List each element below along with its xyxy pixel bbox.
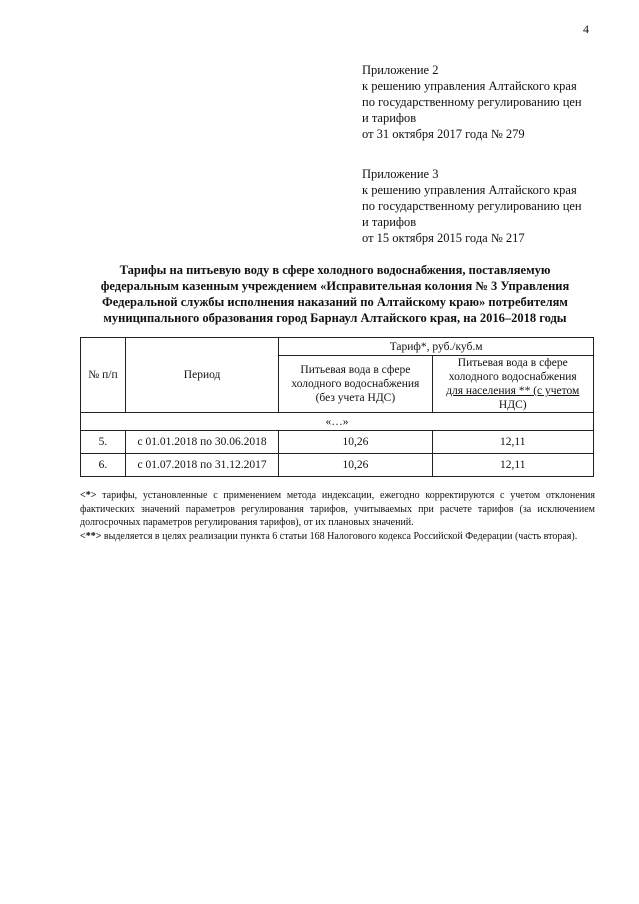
header-b-line: для населения ** (с учетом — [446, 385, 580, 397]
document-title — [80, 262, 590, 326]
appendix-2-line: и тарифов — [362, 111, 417, 125]
footnote-1-text: тарифы, установленные с применением метода индексации, ежегодно корректируются с учетом отклонения фактических значений параметров регулирования тарифов, учитываемых при расчете тарифов (за исключением долгосрочных параметров регулирования тарифов), от их плановых значений. — [80, 490, 595, 528]
header-b-line: НДС) — [498, 399, 527, 411]
cell-num: 5. — [81, 431, 126, 454]
cell-tariff-b: 12,11 — [432, 431, 593, 454]
header-period: Период — [125, 338, 278, 413]
table-header-row — [81, 338, 594, 356]
cell-num: 6. — [81, 454, 126, 477]
appendix-2-block — [362, 62, 582, 142]
header-water-population — [432, 356, 593, 413]
header-tariff: Тариф*, руб./куб.м — [279, 338, 594, 356]
header-num: № п/п — [81, 338, 126, 413]
appendix-3-block — [362, 166, 582, 246]
appendix-3-line: от 15 октября 2015 года № 217 — [362, 231, 525, 245]
appendix-2-line: к решению управления Алтайского края — [362, 79, 577, 93]
cell-tariff-a: 10,26 — [279, 454, 432, 477]
footnote-2-text: выделяется в целях реализации пункта 6 статьи 168 Налогового кодекса Российской Федерации (часть вторая). — [101, 530, 578, 542]
table-row-ellipsis — [81, 413, 594, 431]
appendix-3-line: к решению управления Алтайского края — [362, 183, 577, 197]
cell-tariff-b: 12,11 — [432, 454, 593, 477]
header-b-line: Питьевая вода в сфере холодного водоснабжения — [448, 357, 577, 383]
page-number: 4 — [583, 22, 589, 36]
table-row — [81, 431, 594, 454]
footnote-1-mark: <*> — [80, 490, 97, 501]
appendix-3-line: по государственному регулированию цен — [362, 199, 582, 213]
cell-period: с 01.07.2018 по 31.12.2017 — [125, 454, 278, 477]
title-line: Федеральной службы исполнения наказаний по Алтайскому краю» потребителям — [102, 295, 568, 309]
appendix-2-line: по государственному регулированию цен — [362, 95, 582, 109]
footnote-1 — [80, 489, 595, 530]
header-water-no-vat: Питьевая вода в сфере холодного водоснабжения (без учета НДС) — [279, 356, 432, 413]
title-line: Тарифы на питьевую воду в сфере холодного водоснабжения, поставляемую — [119, 263, 551, 277]
footnote-2 — [80, 530, 595, 544]
appendix-3-line: Приложение 3 — [362, 167, 439, 181]
ellipsis-cell: «…» — [81, 413, 594, 431]
footnote-2-mark: <**> — [80, 530, 102, 542]
cell-period: с 01.01.2018 по 30.06.2018 — [125, 431, 278, 454]
appendix-3-line: и тарифов — [362, 215, 417, 229]
table-row — [81, 454, 594, 477]
cell-tariff-a: 10,26 — [279, 431, 432, 454]
appendix-2-line: Приложение 2 — [362, 63, 439, 77]
title-line: федеральным казенным учреждением «Исправительная колония № 3 Управления — [100, 279, 570, 293]
appendix-2-line: от 31 октября 2017 года № 279 — [362, 127, 525, 141]
footnotes — [80, 489, 595, 543]
tariff-table — [80, 337, 594, 477]
title-line: муниципального образования город Барнаул Алтайского края, на 2016–2018 годы — [103, 311, 567, 325]
